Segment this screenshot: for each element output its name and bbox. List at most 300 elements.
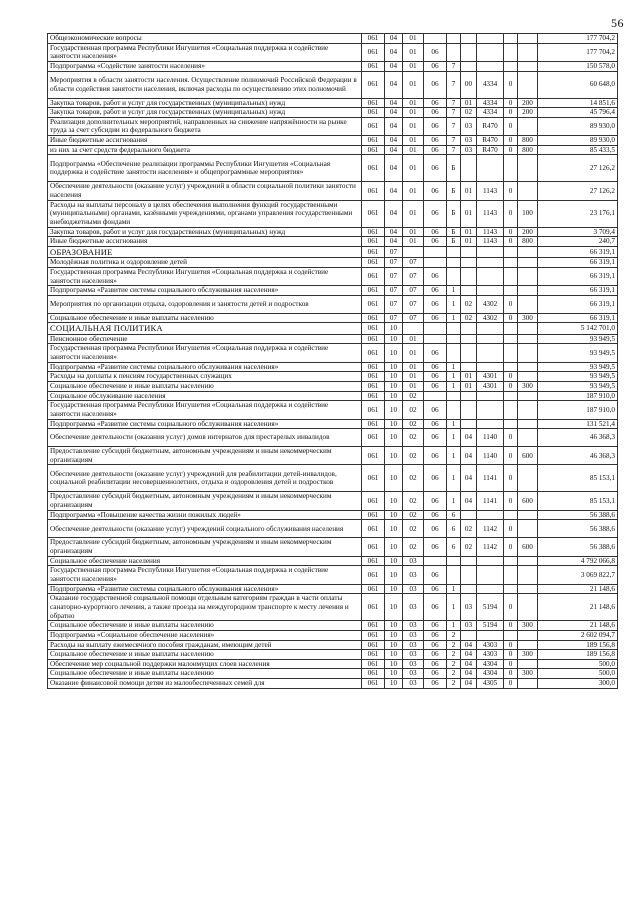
table-row bbox=[48, 584, 618, 594]
amount-cell: 14 851,6 bbox=[538, 98, 618, 108]
expense-type-code-cell bbox=[518, 520, 538, 538]
subprogram-code-cell: 6 bbox=[447, 520, 461, 538]
table-row bbox=[48, 136, 618, 146]
expense-type-code-cell bbox=[518, 344, 538, 362]
extra-code-cell: 0 bbox=[504, 594, 518, 621]
direction-code-cell bbox=[477, 391, 504, 401]
row-name-cell: Предоставление субсидий бюджетным, автономным учреждениям и иным некоммерческим организациям bbox=[48, 447, 362, 465]
row-name-cell: Подпрограмма «Развитие системы социального обслуживания населения» bbox=[48, 419, 362, 429]
subprogram-code-cell: 1 bbox=[447, 362, 461, 372]
subsection-code-cell: 02 bbox=[403, 538, 424, 556]
subsection-code-cell bbox=[403, 246, 424, 257]
subsection-code-cell: 01 bbox=[403, 344, 424, 362]
expense-type-code-cell bbox=[518, 43, 538, 61]
expense-type-code-cell bbox=[518, 258, 538, 268]
subprogram-code-cell bbox=[447, 267, 461, 285]
grbs-code-cell: 061 bbox=[362, 108, 385, 118]
amount-cell: 93 949,5 bbox=[538, 334, 618, 344]
subsection-code-cell: 01 bbox=[403, 334, 424, 344]
grbs-code-cell: 061 bbox=[362, 401, 385, 419]
expense-type-code-cell bbox=[518, 246, 538, 257]
amount-cell: 150 578,0 bbox=[538, 61, 618, 71]
amount-cell: 66 319,1 bbox=[538, 258, 618, 268]
extra-code-cell bbox=[504, 61, 518, 71]
direction-code-cell bbox=[477, 323, 504, 334]
grbs-code-cell: 061 bbox=[362, 334, 385, 344]
table-body bbox=[48, 34, 618, 689]
grbs-code-cell: 061 bbox=[362, 246, 385, 257]
expense-type-code-cell bbox=[518, 117, 538, 135]
program-code-cell: 06 bbox=[424, 584, 447, 594]
expense-type-code-cell bbox=[518, 640, 538, 650]
grbs-code-cell: 061 bbox=[362, 621, 385, 631]
grbs-code-cell: 061 bbox=[362, 465, 385, 492]
row-name-cell: Оказание государственной социальной помощи отдельным категориям граждан в части оплаты санаторно-курортного лечения, а также проезда на междугородном транспорте к месту лечения и обратно bbox=[48, 594, 362, 621]
grbs-code-cell: 061 bbox=[362, 594, 385, 621]
subprogram-code-cell: Б bbox=[447, 237, 461, 247]
event-code-cell bbox=[461, 286, 477, 296]
subprogram-code-cell bbox=[447, 556, 461, 566]
expense-type-code-cell: 200 bbox=[518, 108, 538, 118]
table-row bbox=[48, 556, 618, 566]
subsection-code-cell: 02 bbox=[403, 465, 424, 492]
subsection-code-cell: 01 bbox=[403, 372, 424, 382]
amount-cell: 187 910,0 bbox=[538, 401, 618, 419]
row-name-cell: Расходы на выплаты персоналу в целях обеспечения выполнения функций государственными (муниципальными) органами, казёнными учреждениями, органами управления государственными внебюджетными фондами bbox=[48, 200, 362, 227]
direction-code-cell bbox=[477, 286, 504, 296]
expense-type-code-cell bbox=[518, 401, 538, 419]
subprogram-code-cell: 7 bbox=[447, 145, 461, 155]
section-code-cell: 10 bbox=[385, 510, 403, 520]
direction-code-cell: 1142 bbox=[477, 520, 504, 538]
event-code-cell: 01 bbox=[461, 237, 477, 247]
expense-type-code-cell bbox=[518, 584, 538, 594]
direction-code-cell: 4301 bbox=[477, 372, 504, 382]
table-row bbox=[48, 313, 618, 323]
grbs-code-cell: 061 bbox=[362, 155, 385, 182]
program-code-cell: 06 bbox=[424, 200, 447, 227]
expense-type-code-cell bbox=[518, 429, 538, 447]
direction-code-cell: 4302 bbox=[477, 313, 504, 323]
event-code-cell: 04 bbox=[461, 650, 477, 660]
table-row bbox=[48, 267, 618, 285]
event-code-cell bbox=[461, 155, 477, 182]
row-name-cell: Социальное обеспечение и иные выплаты населению bbox=[48, 621, 362, 631]
event-code-cell bbox=[461, 391, 477, 401]
extra-code-cell bbox=[504, 258, 518, 268]
amount-cell: 60 648,0 bbox=[538, 71, 618, 98]
expense-type-code-cell: 300 bbox=[518, 621, 538, 631]
amount-cell: 66 319,1 bbox=[538, 267, 618, 285]
program-code-cell: 06 bbox=[424, 669, 447, 679]
amount-cell: 56 388,6 bbox=[538, 538, 618, 556]
event-code-cell: 02 bbox=[461, 295, 477, 313]
grbs-code-cell: 061 bbox=[362, 679, 385, 689]
grbs-code-cell: 061 bbox=[362, 556, 385, 566]
table-row bbox=[48, 98, 618, 108]
extra-code-cell bbox=[504, 267, 518, 285]
row-name-cell: Социальное обеспечение и иные выплаты населению bbox=[48, 313, 362, 323]
section-code-cell: 10 bbox=[385, 419, 403, 429]
subprogram-code-cell bbox=[447, 334, 461, 344]
expense-type-code-cell bbox=[518, 391, 538, 401]
amount-cell: 300,0 bbox=[538, 679, 618, 689]
row-name-cell: Предоставление субсидий бюджетным, автономным учреждениям и иным некоммерческим организациям bbox=[48, 538, 362, 556]
table-row bbox=[48, 492, 618, 510]
table-row bbox=[48, 155, 618, 182]
expense-type-code-cell: 100 bbox=[518, 200, 538, 227]
row-name-cell: Государственная программа Республики Ингушетия «Социальная поддержка и содействие занятости населения» bbox=[48, 401, 362, 419]
direction-code-cell bbox=[477, 61, 504, 71]
amount-cell: 3 709,4 bbox=[538, 227, 618, 237]
grbs-code-cell: 061 bbox=[362, 391, 385, 401]
row-name-cell: Социальное обеспечение и иные выплаты населению bbox=[48, 669, 362, 679]
amount-cell: 85 153,1 bbox=[538, 465, 618, 492]
expense-type-code-cell bbox=[518, 34, 538, 44]
table-row bbox=[48, 630, 618, 640]
grbs-code-cell: 061 bbox=[362, 372, 385, 382]
budget-table bbox=[47, 33, 618, 689]
program-code-cell bbox=[424, 34, 447, 44]
table-row bbox=[48, 382, 618, 392]
grbs-code-cell: 061 bbox=[362, 584, 385, 594]
extra-code-cell: 0 bbox=[504, 145, 518, 155]
program-code-cell bbox=[424, 258, 447, 268]
row-name-cell: Мероприятия в области занятости населения. Осуществление полномочий Российской Федерации в области содействия занятости населения, включая расходы по осуществлению этих полномочий bbox=[48, 71, 362, 98]
grbs-code-cell: 061 bbox=[362, 200, 385, 227]
table-row bbox=[48, 510, 618, 520]
subprogram-code-cell: 2 bbox=[447, 679, 461, 689]
subprogram-code-cell: 1 bbox=[447, 382, 461, 392]
program-code-cell: 06 bbox=[424, 659, 447, 669]
grbs-code-cell: 061 bbox=[362, 650, 385, 660]
direction-code-cell bbox=[477, 155, 504, 182]
extra-code-cell: 0 bbox=[504, 117, 518, 135]
amount-cell: 93 949,5 bbox=[538, 372, 618, 382]
program-code-cell: 06 bbox=[424, 465, 447, 492]
section-code-cell: 04 bbox=[385, 98, 403, 108]
section-code-cell: 10 bbox=[385, 679, 403, 689]
section-code-cell: 04 bbox=[385, 117, 403, 135]
event-code-cell: 04 bbox=[461, 679, 477, 689]
table-row bbox=[48, 34, 618, 44]
amount-cell: 4 792 066,8 bbox=[538, 556, 618, 566]
section-code-cell: 10 bbox=[385, 362, 403, 372]
direction-code-cell: 1141 bbox=[477, 492, 504, 510]
subprogram-code-cell: 1 bbox=[447, 594, 461, 621]
row-name-cell: СОЦИАЛЬНАЯ ПОЛИТИКА bbox=[48, 323, 362, 334]
event-code-cell bbox=[461, 630, 477, 640]
direction-code-cell: 4305 bbox=[477, 679, 504, 689]
extra-code-cell: 0 bbox=[504, 108, 518, 118]
subprogram-code-cell: Б bbox=[447, 200, 461, 227]
event-code-cell bbox=[461, 334, 477, 344]
subprogram-code-cell: Б bbox=[447, 227, 461, 237]
grbs-code-cell: 061 bbox=[362, 566, 385, 584]
section-code-cell: 04 bbox=[385, 227, 403, 237]
program-code-cell: 06 bbox=[424, 182, 447, 200]
program-code-cell bbox=[424, 323, 447, 334]
subsection-code-cell: 03 bbox=[403, 566, 424, 584]
extra-code-cell: 0 bbox=[504, 621, 518, 631]
subsection-code-cell: 03 bbox=[403, 640, 424, 650]
row-name-cell: Подпрограмма «Социальное обеспечение населения» bbox=[48, 630, 362, 640]
row-name-cell: Подпрограмма «Содействие занятости населения» bbox=[48, 61, 362, 71]
extra-code-cell: 0 bbox=[504, 295, 518, 313]
expense-type-code-cell: 200 bbox=[518, 227, 538, 237]
direction-code-cell: 1140 bbox=[477, 447, 504, 465]
amount-cell: 45 796,4 bbox=[538, 108, 618, 118]
expense-type-code-cell bbox=[518, 182, 538, 200]
subprogram-code-cell bbox=[447, 344, 461, 362]
expense-type-code-cell bbox=[518, 71, 538, 98]
direction-code-cell bbox=[477, 258, 504, 268]
extra-code-cell: 0 bbox=[504, 200, 518, 227]
event-code-cell: 02 bbox=[461, 538, 477, 556]
subsection-code-cell: 02 bbox=[403, 510, 424, 520]
extra-code-cell bbox=[504, 155, 518, 182]
event-code-cell: 03 bbox=[461, 145, 477, 155]
extra-code-cell bbox=[504, 334, 518, 344]
extra-code-cell bbox=[504, 584, 518, 594]
section-code-cell: 10 bbox=[385, 401, 403, 419]
event-code-cell: 01 bbox=[461, 182, 477, 200]
amount-cell: 177 704,2 bbox=[538, 43, 618, 61]
program-code-cell: 06 bbox=[424, 237, 447, 247]
section-code-cell: 04 bbox=[385, 155, 403, 182]
row-name-cell: Подпрограмма «Развитие системы социального обслуживания населения» bbox=[48, 584, 362, 594]
amount-cell: 85 433,5 bbox=[538, 145, 618, 155]
extra-code-cell: 0 bbox=[504, 650, 518, 660]
expense-type-code-cell: 800 bbox=[518, 136, 538, 146]
section-code-cell: 10 bbox=[385, 391, 403, 401]
subprogram-code-cell bbox=[447, 246, 461, 257]
row-name-cell: Иные бюджетные ассигнования bbox=[48, 136, 362, 146]
subsection-code-cell: 01 bbox=[403, 136, 424, 146]
direction-code-cell: 4334 bbox=[477, 98, 504, 108]
table-row bbox=[48, 145, 618, 155]
expense-type-code-cell bbox=[518, 679, 538, 689]
extra-code-cell: 0 bbox=[504, 640, 518, 650]
direction-code-cell: R470 bbox=[477, 145, 504, 155]
program-code-cell: 06 bbox=[424, 447, 447, 465]
program-code-cell: 06 bbox=[424, 594, 447, 621]
subprogram-code-cell: 1 bbox=[447, 465, 461, 492]
row-name-cell: Закупка товаров, работ и услуг для государственных (муниципальных) нужд bbox=[48, 108, 362, 118]
expense-type-code-cell bbox=[518, 334, 538, 344]
program-code-cell: 06 bbox=[424, 313, 447, 323]
subprogram-code-cell bbox=[447, 43, 461, 61]
table-row bbox=[48, 237, 618, 247]
amount-cell: 240,7 bbox=[538, 237, 618, 247]
subprogram-code-cell: 7 bbox=[447, 117, 461, 135]
extra-code-cell bbox=[504, 323, 518, 334]
amount-cell: 187 910,0 bbox=[538, 391, 618, 401]
subsection-code-cell: 03 bbox=[403, 669, 424, 679]
extra-code-cell: 0 bbox=[504, 313, 518, 323]
grbs-code-cell: 061 bbox=[362, 492, 385, 510]
event-code-cell: 03 bbox=[461, 136, 477, 146]
program-code-cell: 06 bbox=[424, 372, 447, 382]
expense-type-code-cell bbox=[518, 362, 538, 372]
direction-code-cell bbox=[477, 267, 504, 285]
grbs-code-cell: 061 bbox=[362, 61, 385, 71]
subsection-code-cell: 03 bbox=[403, 556, 424, 566]
program-code-cell: 06 bbox=[424, 117, 447, 135]
amount-cell: 21 148,6 bbox=[538, 621, 618, 631]
direction-code-cell: R470 bbox=[477, 136, 504, 146]
row-name-cell: Расходы на доплаты к пенсиям государственных служащих bbox=[48, 372, 362, 382]
row-name-cell: ОБРАЗОВАНИЕ bbox=[48, 246, 362, 257]
extra-code-cell: 0 bbox=[504, 98, 518, 108]
subprogram-code-cell: 1 bbox=[447, 447, 461, 465]
grbs-code-cell: 061 bbox=[362, 313, 385, 323]
program-code-cell: 06 bbox=[424, 679, 447, 689]
grbs-code-cell: 061 bbox=[362, 640, 385, 650]
extra-code-cell: 0 bbox=[504, 492, 518, 510]
program-code-cell bbox=[424, 246, 447, 257]
event-code-cell: 03 bbox=[461, 621, 477, 631]
expense-type-code-cell bbox=[518, 659, 538, 669]
grbs-code-cell: 061 bbox=[362, 538, 385, 556]
row-name-cell: Социальное обеспечение и иные выплаты населению bbox=[48, 650, 362, 660]
row-name-cell: Обеспечение деятельности (оказания услуг) домов интернатов для престарелых инвалидов bbox=[48, 429, 362, 447]
row-name-cell: Молодёжная политика и оздоровление детей bbox=[48, 258, 362, 268]
extra-code-cell: 0 bbox=[504, 71, 518, 98]
direction-code-cell bbox=[477, 43, 504, 61]
section-code-cell: 04 bbox=[385, 43, 403, 61]
expense-type-code-cell: 600 bbox=[518, 538, 538, 556]
row-name-cell: Расходы на выплату ежемесячного пособия гражданам, имеющим детей bbox=[48, 640, 362, 650]
amount-cell: 46 368,3 bbox=[538, 447, 618, 465]
subsection-code-cell: 02 bbox=[403, 391, 424, 401]
extra-code-cell bbox=[504, 566, 518, 584]
subprogram-code-cell: 2 bbox=[447, 669, 461, 679]
subsection-code-cell bbox=[403, 323, 424, 334]
direction-code-cell bbox=[477, 362, 504, 372]
table-row bbox=[48, 465, 618, 492]
event-code-cell: 04 bbox=[461, 492, 477, 510]
program-code-cell: 06 bbox=[424, 401, 447, 419]
grbs-code-cell: 061 bbox=[362, 267, 385, 285]
event-code-cell: 03 bbox=[461, 117, 477, 135]
amount-cell: 21 148,6 bbox=[538, 594, 618, 621]
subsection-code-cell: 01 bbox=[403, 34, 424, 44]
program-code-cell: 06 bbox=[424, 71, 447, 98]
amount-cell: 89 930,0 bbox=[538, 117, 618, 135]
direction-code-cell: 4303 bbox=[477, 640, 504, 650]
grbs-code-cell: 061 bbox=[362, 295, 385, 313]
event-code-cell: 04 bbox=[461, 465, 477, 492]
extra-code-cell: 0 bbox=[504, 679, 518, 689]
table-row bbox=[48, 258, 618, 268]
subprogram-code-cell: Б bbox=[447, 182, 461, 200]
amount-cell: 46 368,3 bbox=[538, 429, 618, 447]
direction-code-cell: 4304 bbox=[477, 659, 504, 669]
section-row bbox=[48, 323, 618, 334]
subsection-code-cell: 03 bbox=[403, 584, 424, 594]
subprogram-code-cell bbox=[447, 323, 461, 334]
amount-cell: 56 388,6 bbox=[538, 520, 618, 538]
table-row bbox=[48, 71, 618, 98]
table-row bbox=[48, 295, 618, 313]
program-code-cell: 06 bbox=[424, 630, 447, 640]
event-code-cell bbox=[461, 401, 477, 419]
program-code-cell: 06 bbox=[424, 227, 447, 237]
program-code-cell: 06 bbox=[424, 145, 447, 155]
grbs-code-cell: 061 bbox=[362, 447, 385, 465]
event-code-cell bbox=[461, 34, 477, 44]
amount-cell: 93 949,5 bbox=[538, 382, 618, 392]
section-code-cell: 10 bbox=[385, 429, 403, 447]
event-code-cell bbox=[461, 566, 477, 584]
direction-code-cell: 1143 bbox=[477, 237, 504, 247]
subprogram-code-cell: 2 bbox=[447, 659, 461, 669]
event-code-cell: 03 bbox=[461, 594, 477, 621]
direction-code-cell bbox=[477, 246, 504, 257]
direction-code-cell: 4304 bbox=[477, 669, 504, 679]
row-name-cell: Социальное обеспечение населения bbox=[48, 556, 362, 566]
event-code-cell: 04 bbox=[461, 447, 477, 465]
row-name-cell: Государственная программа Республики Ингушетия «Социальная поддержка и содействие занятости населения» bbox=[48, 267, 362, 285]
subsection-code-cell: 07 bbox=[403, 313, 424, 323]
extra-code-cell bbox=[504, 362, 518, 372]
event-code-cell bbox=[461, 556, 477, 566]
expense-type-code-cell: 800 bbox=[518, 145, 538, 155]
subsection-code-cell: 01 bbox=[403, 61, 424, 71]
subprogram-code-cell: 1 bbox=[447, 286, 461, 296]
extra-code-cell bbox=[504, 344, 518, 362]
subsection-code-cell: 01 bbox=[403, 98, 424, 108]
direction-code-cell: 1141 bbox=[477, 465, 504, 492]
row-name-cell: Закупка товаров, работ и услуг для государственных (муниципальных) нужд bbox=[48, 227, 362, 237]
extra-code-cell bbox=[504, 510, 518, 520]
expense-type-code-cell: 300 bbox=[518, 669, 538, 679]
program-code-cell: 06 bbox=[424, 650, 447, 660]
expense-type-code-cell bbox=[518, 155, 538, 182]
subprogram-code-cell: 1 bbox=[447, 429, 461, 447]
table-row bbox=[48, 538, 618, 556]
section-code-cell: 10 bbox=[385, 556, 403, 566]
program-code-cell: 06 bbox=[424, 538, 447, 556]
event-code-cell: 00 bbox=[461, 71, 477, 98]
program-code-cell: 06 bbox=[424, 344, 447, 362]
section-code-cell: 10 bbox=[385, 640, 403, 650]
extra-code-cell bbox=[504, 391, 518, 401]
event-code-cell bbox=[461, 362, 477, 372]
event-code-cell: 02 bbox=[461, 520, 477, 538]
amount-cell: 66 319,1 bbox=[538, 286, 618, 296]
direction-code-cell: 5194 bbox=[477, 621, 504, 631]
amount-cell: 500,0 bbox=[538, 669, 618, 679]
event-code-cell: 04 bbox=[461, 659, 477, 669]
amount-cell: 93 949,5 bbox=[538, 344, 618, 362]
event-code-cell bbox=[461, 419, 477, 429]
extra-code-cell: 0 bbox=[504, 465, 518, 492]
expense-type-code-cell: 300 bbox=[518, 650, 538, 660]
section-code-cell: 04 bbox=[385, 34, 403, 44]
table-row bbox=[48, 286, 618, 296]
event-code-cell bbox=[461, 510, 477, 520]
table-row bbox=[48, 108, 618, 118]
expense-type-code-cell: 600 bbox=[518, 447, 538, 465]
table-row bbox=[48, 344, 618, 362]
program-code-cell: 06 bbox=[424, 510, 447, 520]
subsection-code-cell: 03 bbox=[403, 630, 424, 640]
program-code-cell: 06 bbox=[424, 621, 447, 631]
subprogram-code-cell: 1 bbox=[447, 313, 461, 323]
expense-type-code-cell: 800 bbox=[518, 237, 538, 247]
